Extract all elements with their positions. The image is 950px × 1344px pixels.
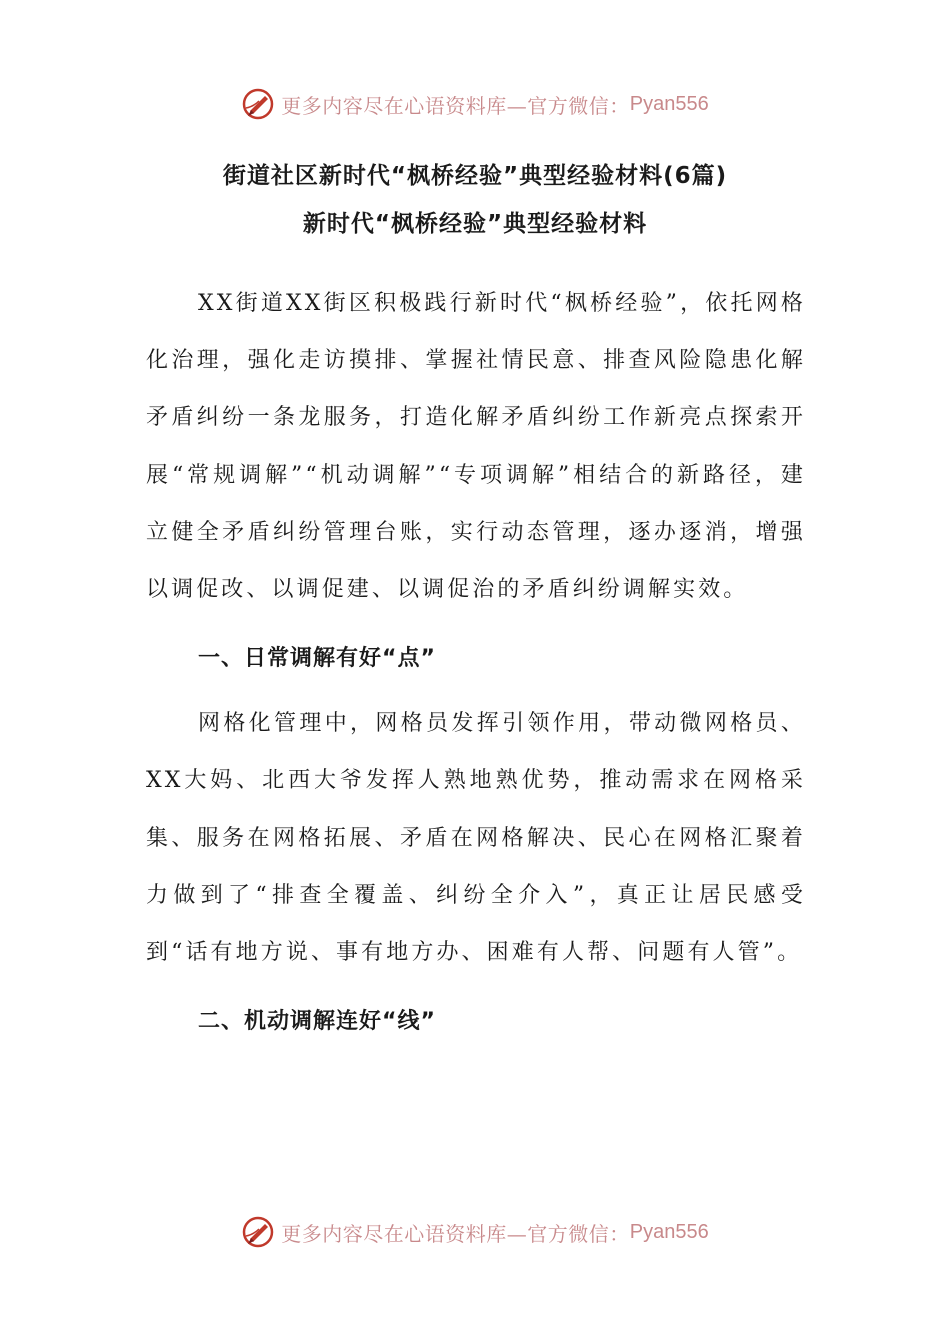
banner-wechat-id: Pyan556 (629, 92, 709, 115)
document-title: 街道社区新时代“枫桥经验”典型经验材料(6篇) (222, 163, 728, 189)
intro-paragraph: XX街道XX街区积极践行新时代“枫桥经验”，依托网格化治理，强化走访摸排、掌握社情民意、排查风险隐患化解矛盾纠纷一条龙服务，打造化解矛盾纠纷工作新亮点探索开展“常规调解”“机动调解”“专项调解”相结合的新路径，建立健全矛盾纠纷管理台账，实行动态管理，逐办逐消，增强以调促改、以调促建、以调促治的矛盾纠纷调解实效。 (146, 291, 806, 603)
pen-circle-logo-icon (241, 87, 275, 121)
document-body (146, 275, 806, 1058)
pen-circle-logo-icon (241, 1215, 275, 1249)
section-heading-2: 二、机动调解连好“线” (198, 1009, 436, 1035)
banner-wechat-id: Pyan556 (629, 1220, 709, 1243)
section-heading-1: 一、日常调解有好“点” (198, 646, 436, 672)
section-1-paragraph: 网格化管理中，网格员发挥引领作用，带动微网格员、XX大妈、北西大爷发挥人熟地熟优势，推动需求在网格采集、服务在网格拓展、矛盾在网格解决、民心在网格汇聚着力做到了“排查全覆盖、纠纷全介入”，真正让居民感受到“话有地方说、事有地方办、困难有人帮、问题有人管”。 (146, 711, 806, 966)
banner-text: 更多内容尽在心语资料库—官方微信： (281, 93, 630, 118)
header-banner (0, 84, 950, 124)
document-subtitle: 新时代“枫桥经验”典型经验材料 (302, 211, 648, 237)
banner-text: 更多内容尽在心语资料库—官方微信： (281, 1221, 630, 1246)
footer-banner (0, 1212, 950, 1252)
